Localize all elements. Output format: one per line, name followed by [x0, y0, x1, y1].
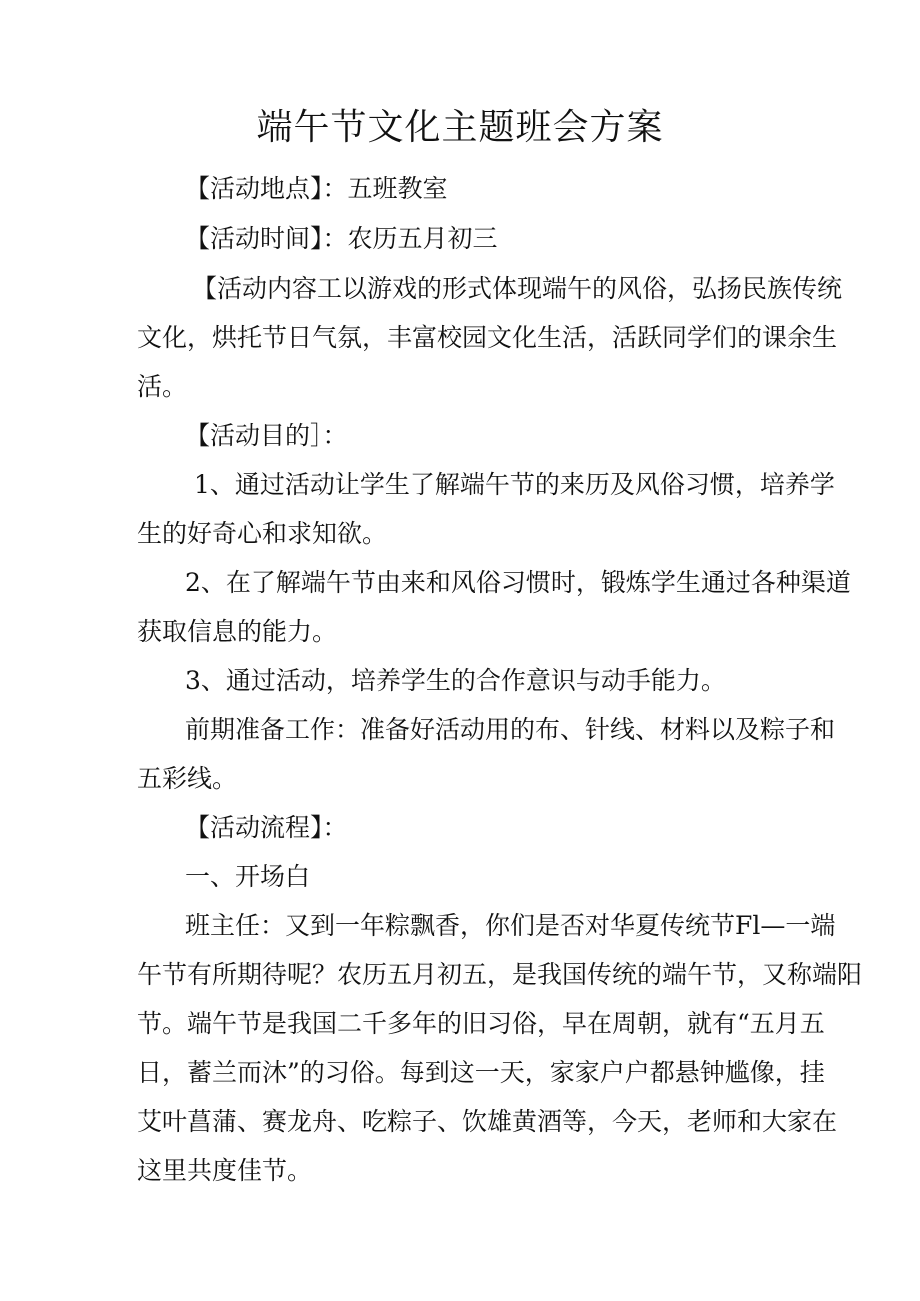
- activity-content-line-1: 【活动内容工以游戏的形式体现端午的风俗，弘扬民族传统: [192, 274, 843, 303]
- document-title: 端午节文化主题班会方案: [256, 107, 664, 148]
- activity-flow-heading: 【活动流程】：: [185, 813, 348, 842]
- activity-content-line-2: 文化，烘托节日气氛，丰富校园文化生活，活跃同学们的课余生: [137, 323, 838, 352]
- purpose-item-2-line-1: 2、在了解端午节由来和风俗习惯时，锻炼学生通过各种渠道: [185, 568, 851, 597]
- purpose-item-1-line-1: 1、通过活动让学生了解端午节的来历及风俗习惯，培养学: [194, 470, 835, 499]
- teacher-speech-line-6: 这里共度佳节。: [137, 1156, 313, 1185]
- teacher-speech-line-1: 班主任：又到一年粽飘香，你们是否对华夏传统节Fl—一端: [185, 911, 836, 940]
- purpose-item-2-line-2: 获取信息的能力。: [137, 617, 338, 646]
- teacher-speech-line-5: 艾叶菖蒲、赛龙舟、吃粽子、饮雄黄酒等，今天，老师和大家在: [137, 1107, 838, 1136]
- purpose-item-1-line-2: 生的好奇心和求知欲。: [137, 519, 388, 548]
- preparation-line-2: 五彩线。: [137, 764, 238, 793]
- activity-time-line: 【活动时间】：农历五月初三: [185, 224, 498, 253]
- preparation-line-1: 前期准备工作：准备好活动用的布、针线、材料以及粽子和: [185, 715, 836, 744]
- activity-purpose-heading: 【活动目的］：: [185, 421, 348, 450]
- teacher-speech-line-2: 午节有所期待呢？农历五月初五，是我国传统的端午节，又称端阳: [137, 960, 863, 989]
- activity-content-line-3: 活。: [137, 372, 188, 401]
- purpose-item-3-line: 3、通过活动，培养学生的合作意识与动手能力。: [185, 666, 726, 695]
- activity-location-line: 【活动地点】：五班教室: [185, 174, 448, 203]
- opening-heading: 一、开场白: [185, 862, 311, 891]
- teacher-speech-line-4: 日，蓄兰而沐”的习俗。每到这一天，家家户户都悬钟尴像，挂: [137, 1058, 825, 1087]
- teacher-speech-line-3: 节。端午节是我国二千多年的旧习俗，早在周朝，就有“五月五: [137, 1009, 825, 1038]
